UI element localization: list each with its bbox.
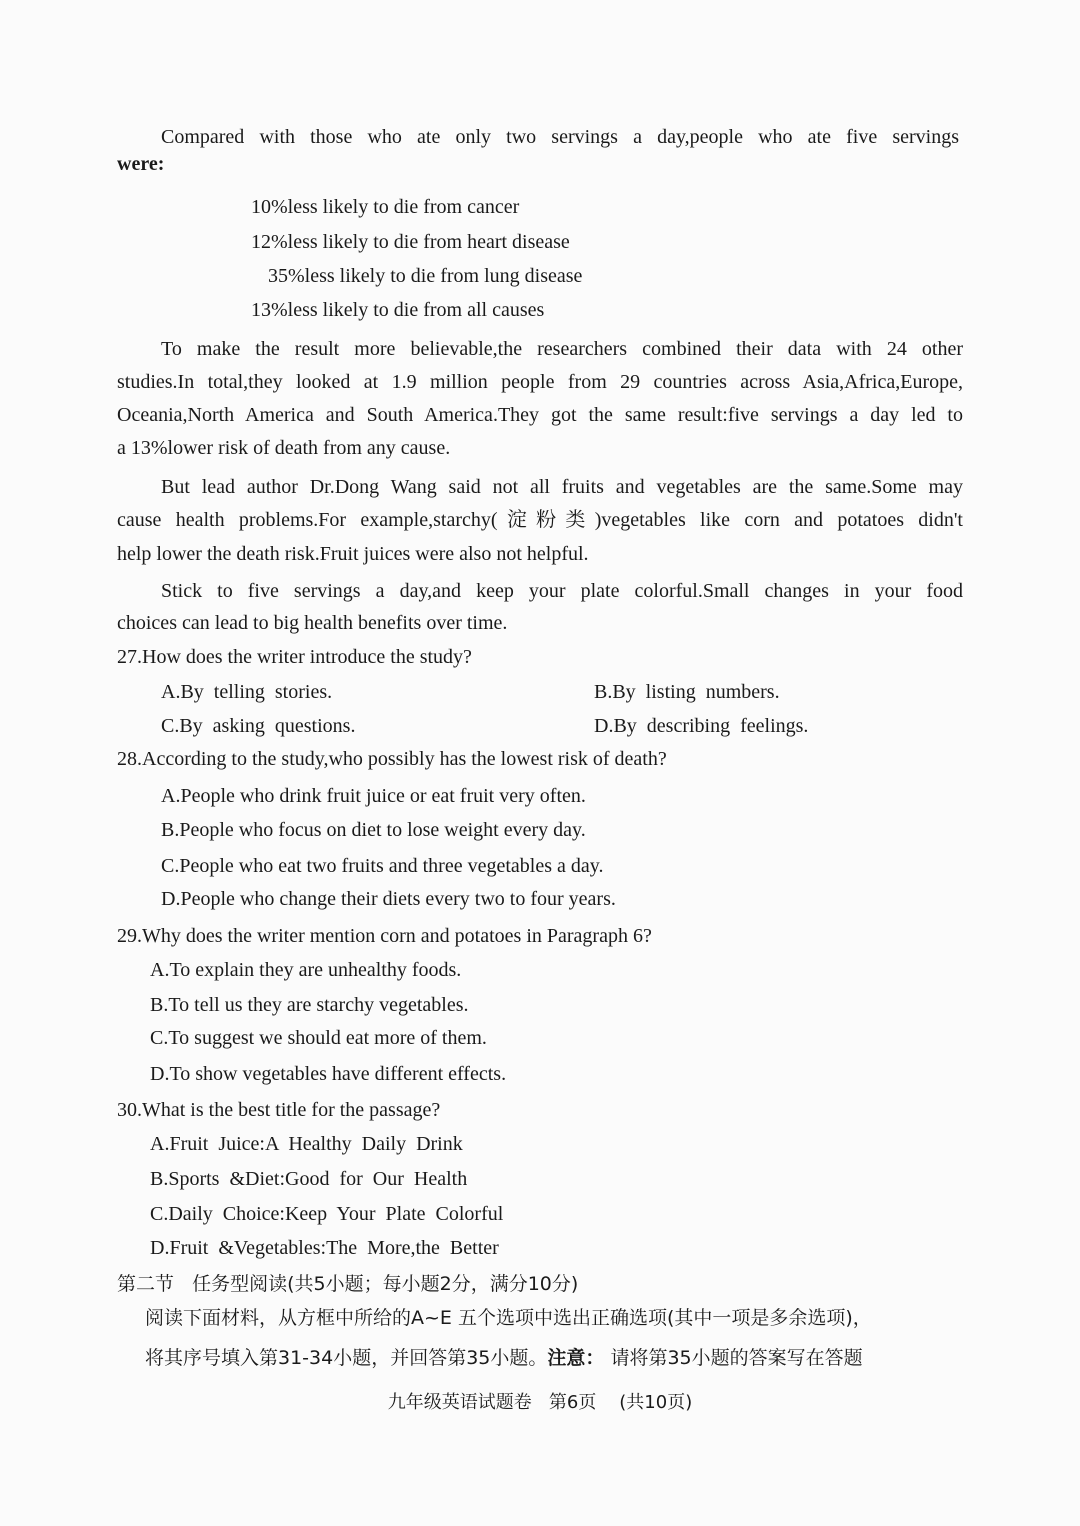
option-item: D.To show vegetables have different effects. (150, 1063, 507, 1085)
paragraph-line: help lower the death risk.Fruit juices were also not helpful. (117, 543, 589, 565)
option-item: C.To suggest we should eat more of them. (150, 1027, 487, 1049)
option-item: A.People who drink fruit juice or eat fruit very often. (161, 785, 586, 807)
paragraph-line: a 13%lower risk of death from any cause. (117, 437, 451, 459)
note-label: 注意： (547, 1347, 605, 1369)
instruction-text: 请将第35小题的答案写在答题 (604, 1347, 863, 1369)
paragraph-line: Oceania,North America and South America.They got the same result:five servings a day led to (117, 404, 963, 426)
option-c: C.By asking questions. (161, 715, 356, 737)
stat-item: 12%less likely to die from heart disease (251, 231, 570, 253)
option-item: A.Fruit Juice:A Healthy Daily Drink (150, 1133, 463, 1155)
intro-line-2: were: (117, 153, 165, 175)
option-item: A.To explain they are unhealthy foods. (150, 959, 462, 981)
section-heading: 第二节 任务型阅读(共5小题；每小题2分，满分10分) (117, 1273, 579, 1295)
stat-item: 13%less likely to die from all causes (251, 299, 545, 321)
instruction-text: 将其序号填入第31-34小题，并回答第35小题。 (145, 1347, 548, 1369)
paragraph-line: choices can lead to big health benefits over time. (117, 612, 508, 634)
intro-line-1: Compared with those who ate only two servings a day,people who ate five servings (161, 126, 959, 148)
question-stem: 30.What is the best title for the passage? (117, 1099, 441, 1121)
option-item: C.People who eat two fruits and three vegetables a day. (161, 855, 604, 877)
paragraph-line: studies.In total,they looked at 1.9 million people from 29 countries across Asia,Africa,Europe, (117, 371, 963, 393)
option-b: B.By listing numbers. (594, 681, 780, 703)
option-d: D.By describing feelings. (594, 715, 809, 737)
option-item: B.People who focus on diet to lose weight every day. (161, 819, 586, 841)
paragraph-line: cause health problems.For example,starchy(淀粉类)vegetables like corn and potatoes didn't (117, 509, 963, 531)
question-stem: 29.Why does the writer mention corn and potatoes in Paragraph 6? (117, 925, 652, 947)
paragraph-line: Stick to five servings a day,and keep your plate colorful.Small changes in your food (161, 580, 963, 602)
page-footer: 九年级英语试题卷 第6页 (共10页) (387, 1392, 693, 1413)
option-item: C.Daily Choice:Keep Your Plate Colorful (150, 1203, 504, 1225)
paragraph-line: But lead author Dr.Dong Wang said not all fruits and vegetables are the same.Some may (161, 476, 963, 498)
option-item: D.People who change their diets every two to four years. (161, 888, 616, 910)
option-item: B.Sports &Diet:Good for Our Health (150, 1168, 468, 1190)
stat-item: 10%less likely to die from cancer (251, 196, 520, 218)
section-instruction (145, 1345, 863, 1371)
paragraph-line: To make the result more believable,the researchers combined their data with 24 other (161, 338, 963, 360)
option-a: A.By telling stories. (161, 681, 333, 703)
section-instruction: 阅读下面材料，从方框中所给的A~E 五个选项中选出正确选项(其中一项是多余选项)， (145, 1307, 872, 1329)
option-item: D.Fruit &Vegetables:The More,the Better (150, 1237, 499, 1259)
stat-item: 35%less likely to die from lung disease (268, 265, 583, 287)
question-stem: 27.How does the writer introduce the study? (117, 646, 472, 668)
option-item: B.To tell us they are starchy vegetables. (150, 994, 469, 1016)
question-stem: 28.According to the study,who possibly has the lowest risk of death? (117, 748, 667, 770)
